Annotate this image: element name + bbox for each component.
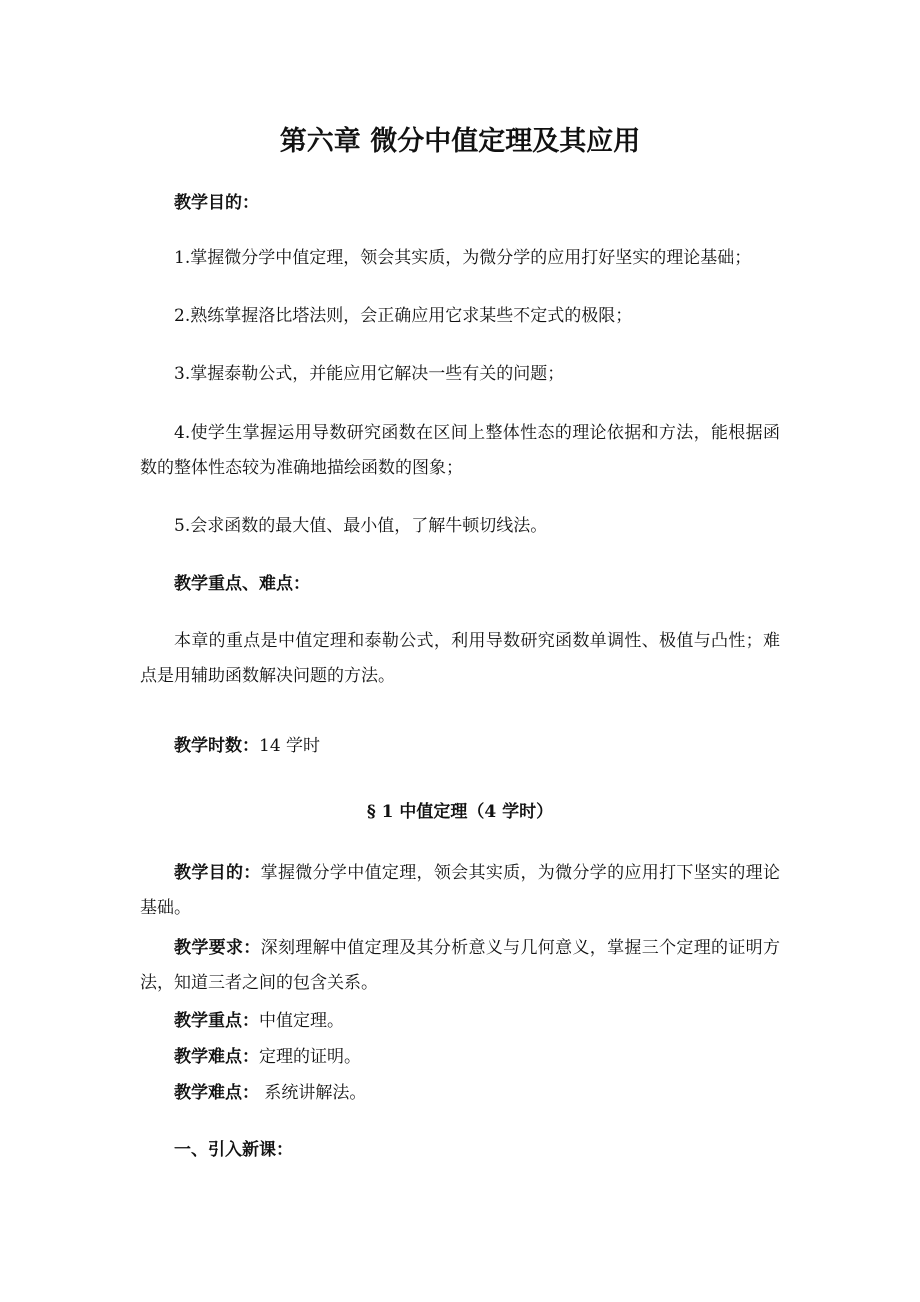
focus-text: 中值定理。 bbox=[259, 1011, 344, 1031]
chapter-title: 第六章 微分中值定理及其应用 bbox=[279, 126, 641, 157]
objective-item-5: 5.会求函数的最大值、最小值，了解牛顿切线法。 bbox=[174, 516, 548, 536]
requirement-label: 教学要求： bbox=[174, 938, 261, 958]
objectives-heading: 教学目的： bbox=[174, 193, 259, 213]
method-label: 教学难点： bbox=[174, 1083, 259, 1103]
hours-value: 14 学时 bbox=[259, 736, 321, 756]
purpose-text: 掌握微分学中值定理，领会其实质，为微分学的应用打下坚实的理论基础。 bbox=[140, 863, 781, 918]
purpose-label: 教学目的： bbox=[174, 863, 261, 883]
keypoints-text: 本章的重点是中值定理和泰勒公式，利用导数研究函数单调性、极值与凸性；难点是用辅助函数解决问题的方法。 bbox=[140, 631, 780, 686]
requirement-text: 深刻理解中值定理及其分析意义与几何意义，掌握三个定理的证明方法，知道三者之间的包含关系。 bbox=[140, 938, 781, 993]
section-requirement bbox=[140, 931, 780, 1001]
objective-item-4: 4.使学生掌握运用导数研究函数在区间上整体性态的理论依据和方法，能根据函数的整体性态较为准确地描绘函数的图象； bbox=[140, 423, 780, 478]
hours-label: 教学时数： bbox=[174, 736, 259, 756]
section-focus bbox=[174, 1011, 344, 1031]
section-title: § 1 中值定理（4 学时） bbox=[366, 802, 554, 822]
difficulty-label: 教学难点： bbox=[174, 1047, 259, 1067]
section-difficulty bbox=[174, 1047, 361, 1067]
keypoints-heading: 教学重点、难点： bbox=[174, 574, 310, 594]
section-method bbox=[174, 1083, 366, 1103]
difficulty-text: 定理的证明。 bbox=[259, 1047, 361, 1067]
objective-item-3: 3.掌握泰勒公式，并能应用它解决一些有关的问题； bbox=[174, 364, 565, 384]
focus-label: 教学重点： bbox=[174, 1011, 259, 1031]
method-text: 系统讲解法。 bbox=[259, 1083, 367, 1103]
section-purpose bbox=[140, 856, 780, 926]
objective-item-2: 2.熟练掌握洛比塔法则，会正确应用它求某些不定式的极限； bbox=[174, 306, 633, 326]
teaching-hours bbox=[174, 736, 320, 756]
objective-item-1: 1.掌握微分学中值定理，领会其实质，为微分学的应用打好坚实的理论基础； bbox=[174, 248, 752, 268]
intro-heading: 一、引入新课： bbox=[174, 1140, 293, 1160]
